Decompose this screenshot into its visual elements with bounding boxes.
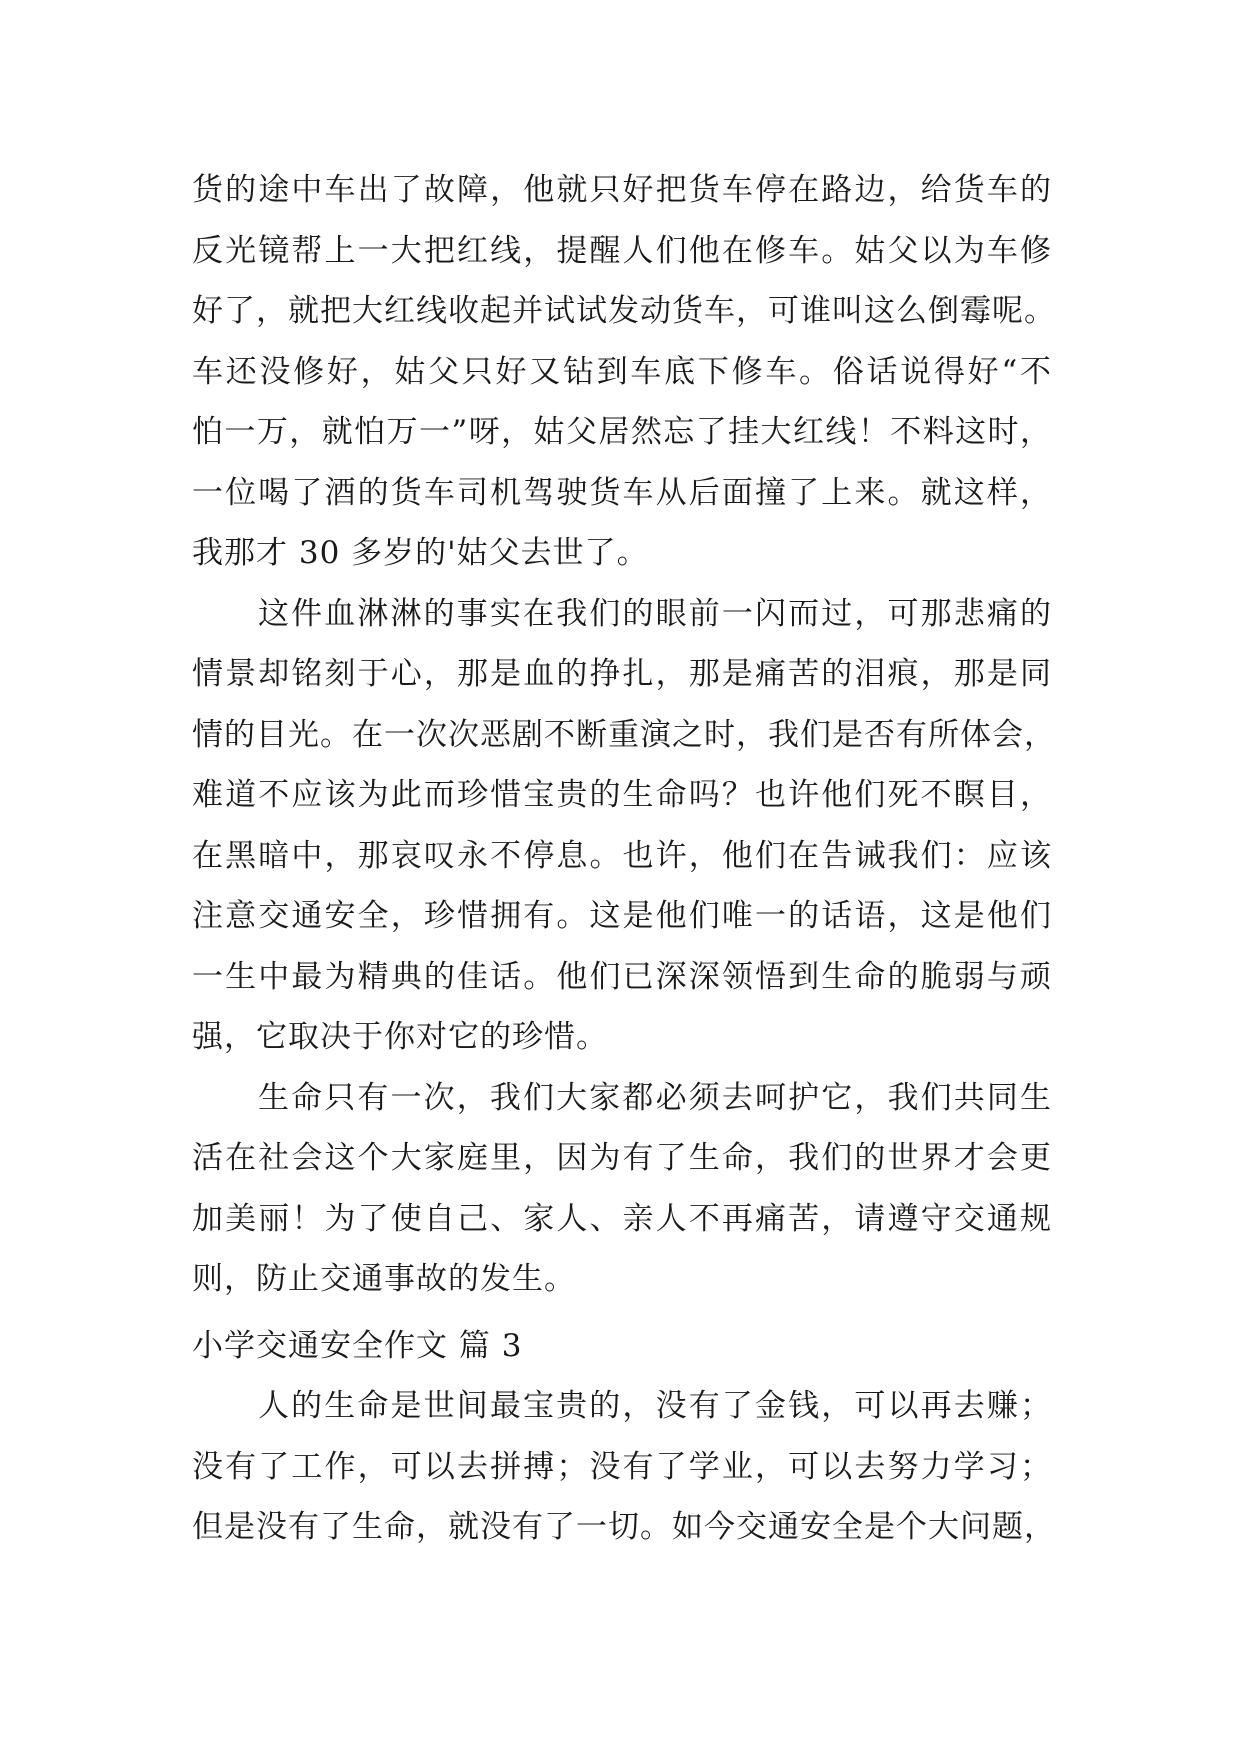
section-heading: 小学交通安全作文 篇 3 xyxy=(192,1328,523,1364)
text-line: 但是没有了生命，就没有了一切。如今交通安全是个大问题， xyxy=(192,1509,1056,1545)
text-line: 货的途中车出了故障，他就只好把货车停在路边，给货车的 xyxy=(192,172,1052,208)
text-line: 没有了工作，可以去拼搏；没有了学业，可以去努力学习； xyxy=(192,1448,1052,1485)
text-line: 注意交通安全，珍惜拥有。这是他们唯一的话语，这是他们 xyxy=(192,898,1052,934)
text-line: 活在社会这个大家庭里，因为有了生命，我们的世界才会更 xyxy=(192,1140,1052,1176)
text-line: 则，防止交通事故的发生。 xyxy=(192,1261,576,1297)
text-line: 一生中最为精典的佳话。他们已深深领悟到生命的脆弱与顽 xyxy=(192,958,1052,995)
text-line: 加美丽！为了使自己、家人、亲人不再痛苦，请遵守交通规 xyxy=(192,1200,1052,1237)
text-line: 情的目光。在一次次恶剧不断重演之时，我们是否有所体会， xyxy=(192,716,1056,753)
text-line: 车还没修好，姑父只好又钻到车底下修车。俗话说得好“不 xyxy=(192,353,1052,390)
text-line: 反光镜帮上一大把红线，提醒人们他在修车。姑父以为车修 xyxy=(192,232,1052,269)
body-text-block-2 xyxy=(192,1376,1056,1558)
text-line: 在黑暗中，那哀叹永不停息。也许，他们在告诫我们：应该 xyxy=(192,837,1052,874)
text-line: 强，它取决于你对它的珍惜。 xyxy=(192,1019,608,1055)
text-line: 我那才 30 多岁的'姑父去世了。 xyxy=(192,535,649,571)
text-line: 情景却铭刻于心，那是血的挣扎，那是痛苦的泪痕，那是同 xyxy=(192,656,1052,692)
text-line: 怕一万，就怕万一”呀，姑父居然忘了挂大红线！不料这时， xyxy=(192,414,1052,450)
text-line: 难道不应该为此而珍惜宝贵的生命吗？也许他们死不瞑目， xyxy=(192,777,1052,813)
text-line: 生命只有一次，我们大家都必须去呵护它，我们共同生 xyxy=(258,1079,1052,1116)
body-text-block-1 xyxy=(192,160,1056,1310)
text-line: 一位喝了酒的货车司机驾驶货车从后面撞了上来。就这样， xyxy=(192,474,1052,511)
text-line: 这件血淋淋的事实在我们的眼前一闪而过，可那悲痛的 xyxy=(258,595,1052,632)
text-line: 好了，就把大红线收起并试试发动货车，可谁叫这么倒霉呢。 xyxy=(192,293,1056,329)
text-line: 人的生命是世间最宝贵的，没有了金钱，可以再去赚； xyxy=(258,1388,1052,1424)
